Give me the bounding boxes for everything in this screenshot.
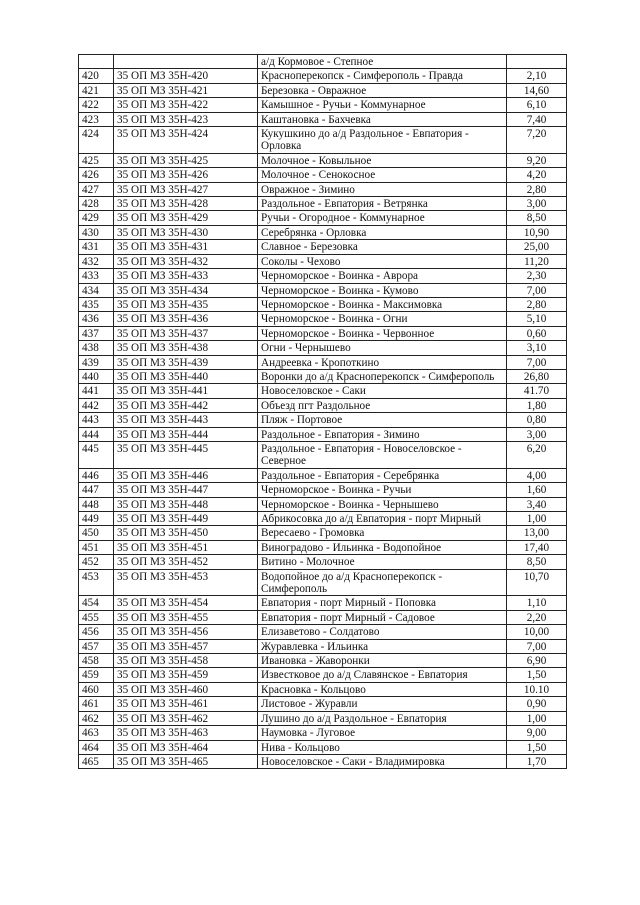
road-code: 35 ОП МЗ 35Н-433 (114, 269, 258, 283)
road-code: 35 ОП МЗ 35Н-451 (114, 540, 258, 554)
row-number (79, 55, 114, 69)
table-row (79, 468, 567, 482)
road-name: Черноморское - Воинка - Максимовка (258, 297, 507, 311)
road-code: 35 ОП МЗ 35Н-432 (114, 254, 258, 268)
road-code: 35 ОП МЗ 35Н-424 (114, 127, 258, 154)
row-number: 436 (79, 312, 114, 326)
road-code: 35 ОП МЗ 35Н-454 (114, 596, 258, 610)
road-name: Красновка - Кольцово (258, 682, 507, 696)
road-length (507, 55, 567, 69)
table-row (79, 355, 567, 369)
road-code: 35 ОП МЗ 35Н-440 (114, 369, 258, 383)
road-length: 3,40 (507, 497, 567, 511)
road-name: а/д Кормовое - Степное (258, 55, 507, 69)
row-number: 442 (79, 398, 114, 412)
road-name: Евпатория - порт Мирный - Поповка (258, 596, 507, 610)
road-name: Ивановка - Жаворонки (258, 654, 507, 668)
row-number: 434 (79, 283, 114, 297)
road-length: 1,50 (507, 668, 567, 682)
road-code: 35 ОП МЗ 35Н-421 (114, 83, 258, 97)
row-number: 456 (79, 625, 114, 639)
road-name: Водопойное до а/д Красноперекопск - Симферополь (258, 569, 507, 596)
road-code: 35 ОП МЗ 35Н-438 (114, 341, 258, 355)
table-row (79, 413, 567, 427)
road-name: Объезд пгт Раздольное (258, 398, 507, 412)
road-code: 35 ОП МЗ 35Н-457 (114, 639, 258, 653)
road-code: 35 ОП МЗ 35Н-455 (114, 610, 258, 624)
table-row (79, 697, 567, 711)
road-name: Воронки до а/д Красноперекопск - Симферополь (258, 369, 507, 383)
row-number: 422 (79, 98, 114, 112)
road-code: 35 ОП МЗ 35Н-452 (114, 555, 258, 569)
table-row (79, 240, 567, 254)
road-name: Каштановка - Бахчевка (258, 112, 507, 126)
table-row (79, 654, 567, 668)
table-row (79, 569, 567, 596)
row-number: 464 (79, 740, 114, 754)
road-name: Камышное - Ручьи - Коммунарное (258, 98, 507, 112)
row-number: 432 (79, 254, 114, 268)
table-row (79, 398, 567, 412)
road-length: 7,40 (507, 112, 567, 126)
road-length: 8,50 (507, 555, 567, 569)
road-code: 35 ОП МЗ 35Н-462 (114, 711, 258, 725)
road-length: 0,60 (507, 326, 567, 340)
road-length: 9,20 (507, 153, 567, 167)
road-code: 35 ОП МЗ 35Н-456 (114, 625, 258, 639)
table-row (79, 225, 567, 239)
road-name: Витино - Молочное (258, 555, 507, 569)
row-number: 461 (79, 697, 114, 711)
table-row (79, 682, 567, 696)
road-code: 35 ОП МЗ 35Н-435 (114, 297, 258, 311)
row-number: 443 (79, 413, 114, 427)
road-name: Лушино до а/д Раздольное - Евпатория (258, 711, 507, 725)
table-row (79, 596, 567, 610)
road-length: 10,00 (507, 625, 567, 639)
road-registry-table (78, 54, 567, 769)
road-length: 7,20 (507, 127, 567, 154)
road-code: 35 ОП МЗ 35Н-434 (114, 283, 258, 297)
road-length: 1,50 (507, 740, 567, 754)
row-number: 441 (79, 384, 114, 398)
row-number: 458 (79, 654, 114, 668)
road-name: Евпатория - порт Мирный - Садовое (258, 610, 507, 624)
table-row (79, 312, 567, 326)
road-code: 35 ОП МЗ 35Н-423 (114, 112, 258, 126)
table-row (79, 740, 567, 754)
row-number: 423 (79, 112, 114, 126)
road-code: 35 ОП МЗ 35Н-446 (114, 468, 258, 482)
row-number: 425 (79, 153, 114, 167)
road-name: Андреевка - Кропоткино (258, 355, 507, 369)
row-number: 429 (79, 211, 114, 225)
road-name: Новоселовское - Саки (258, 384, 507, 398)
road-name: Серебрянка - Орловка (258, 225, 507, 239)
road-length: 26,80 (507, 369, 567, 383)
road-length: 2,30 (507, 269, 567, 283)
road-length: 2,80 (507, 182, 567, 196)
road-length: 25,00 (507, 240, 567, 254)
road-length: 10.10 (507, 682, 567, 696)
road-length: 0,80 (507, 413, 567, 427)
table-body (79, 55, 567, 769)
table-row (79, 98, 567, 112)
road-name: Черноморское - Воинка - Чернышево (258, 497, 507, 511)
road-name: Раздольное - Евпатория - Серебрянка (258, 468, 507, 482)
road-length: 10,90 (507, 225, 567, 239)
row-number: 454 (79, 596, 114, 610)
road-length: 3,10 (507, 341, 567, 355)
road-code: 35 ОП МЗ 35Н-465 (114, 754, 258, 768)
table-row (79, 269, 567, 283)
table-row (79, 112, 567, 126)
road-length: 3,00 (507, 197, 567, 211)
road-name: Овражное - Зимино (258, 182, 507, 196)
table-row (79, 83, 567, 97)
row-number: 453 (79, 569, 114, 596)
road-name: Кукушкино до а/д Раздольное - Евпатория - Орловка (258, 127, 507, 154)
table-row (79, 69, 567, 83)
row-number: 446 (79, 468, 114, 482)
road-length: 6,10 (507, 98, 567, 112)
road-name: Черноморское - Воинка - Огни (258, 312, 507, 326)
row-number: 424 (79, 127, 114, 154)
row-number: 426 (79, 168, 114, 182)
row-number: 440 (79, 369, 114, 383)
table-row (79, 512, 567, 526)
row-number: 430 (79, 225, 114, 239)
road-name: Новоселовское - Саки - Владимировка (258, 754, 507, 768)
table-row (79, 526, 567, 540)
row-number: 433 (79, 269, 114, 283)
road-code: 35 ОП МЗ 35Н-459 (114, 668, 258, 682)
table-row (79, 711, 567, 725)
road-code: 35 ОП МЗ 35Н-420 (114, 69, 258, 83)
row-number: 450 (79, 526, 114, 540)
road-length: 9,00 (507, 726, 567, 740)
road-name: Красноперекопск - Симферополь - Правда (258, 69, 507, 83)
road-name: Славное - Березовка (258, 240, 507, 254)
road-code: 35 ОП МЗ 35Н-426 (114, 168, 258, 182)
road-name: Пляж - Портовое (258, 413, 507, 427)
road-name: Молочное - Ковыльное (258, 153, 507, 167)
road-code: 35 ОП МЗ 35Н-443 (114, 413, 258, 427)
table-row (79, 625, 567, 639)
road-name: Наумовка - Луговое (258, 726, 507, 740)
road-length: 6,90 (507, 654, 567, 668)
table-row (79, 483, 567, 497)
row-number: 449 (79, 512, 114, 526)
row-number: 457 (79, 639, 114, 653)
row-number: 420 (79, 69, 114, 83)
row-number: 452 (79, 555, 114, 569)
road-code: 35 ОП МЗ 35Н-429 (114, 211, 258, 225)
road-length: 14,60 (507, 83, 567, 97)
row-number: 459 (79, 668, 114, 682)
road-name: Абрикосовка до а/д Евпатория - порт Мирный (258, 512, 507, 526)
table-row (79, 341, 567, 355)
table-row (79, 127, 567, 154)
road-length: 8,50 (507, 211, 567, 225)
road-name: Раздольное - Евпатория - Новоселовское - Северное (258, 441, 507, 468)
road-length: 4,00 (507, 468, 567, 482)
road-code: 35 ОП МЗ 35Н-450 (114, 526, 258, 540)
row-number: 460 (79, 682, 114, 696)
table-row (79, 254, 567, 268)
table-row (79, 726, 567, 740)
road-length: 2,20 (507, 610, 567, 624)
table-row (79, 283, 567, 297)
road-length: 2,10 (507, 69, 567, 83)
road-length: 1,70 (507, 754, 567, 768)
road-name: Огни - Чернышево (258, 341, 507, 355)
road-length: 7,00 (507, 283, 567, 297)
road-length: 11,20 (507, 254, 567, 268)
table-row (79, 668, 567, 682)
table-row (79, 297, 567, 311)
row-number: 447 (79, 483, 114, 497)
table-row (79, 168, 567, 182)
road-length: 2,80 (507, 297, 567, 311)
road-length: 7,00 (507, 355, 567, 369)
row-number: 421 (79, 83, 114, 97)
road-code: 35 ОП МЗ 35Н-463 (114, 726, 258, 740)
road-code: 35 ОП МЗ 35Н-436 (114, 312, 258, 326)
road-name: Листовое - Журавли (258, 697, 507, 711)
road-length: 1,60 (507, 483, 567, 497)
row-number: 428 (79, 197, 114, 211)
road-name: Нива - Кольцово (258, 740, 507, 754)
road-name: Вересаево - Громовка (258, 526, 507, 540)
road-length: 6,20 (507, 441, 567, 468)
table-row (79, 326, 567, 340)
road-length: 41.70 (507, 384, 567, 398)
road-name: Черноморское - Воинка - Кумово (258, 283, 507, 297)
road-code: 35 ОП МЗ 35Н-458 (114, 654, 258, 668)
road-code: 35 ОП МЗ 35Н-428 (114, 197, 258, 211)
table-row (79, 384, 567, 398)
road-name: Елизаветово - Солдатово (258, 625, 507, 639)
table-row (79, 427, 567, 441)
road-code: 35 ОП МЗ 35Н-442 (114, 398, 258, 412)
road-name: Журавлевка - Ильинка (258, 639, 507, 653)
road-code: 35 ОП МЗ 35Н-427 (114, 182, 258, 196)
road-name: Известковое до а/д Славянское - Евпатория (258, 668, 507, 682)
row-number: 438 (79, 341, 114, 355)
road-length: 7,00 (507, 639, 567, 653)
table-row (79, 497, 567, 511)
table-row (79, 197, 567, 211)
road-length: 1,10 (507, 596, 567, 610)
road-name: Молочное - Сенокосное (258, 168, 507, 182)
row-number: 444 (79, 427, 114, 441)
row-number: 463 (79, 726, 114, 740)
row-number: 435 (79, 297, 114, 311)
road-code (114, 55, 258, 69)
road-code: 35 ОП МЗ 35Н-461 (114, 697, 258, 711)
road-name: Черноморское - Воинка - Аврора (258, 269, 507, 283)
row-number: 448 (79, 497, 114, 511)
road-length: 1,00 (507, 711, 567, 725)
road-code: 35 ОП МЗ 35Н-448 (114, 497, 258, 511)
road-length: 1,80 (507, 398, 567, 412)
road-name: Раздольное - Евпатория - Зимино (258, 427, 507, 441)
road-code: 35 ОП МЗ 35Н-449 (114, 512, 258, 526)
row-number: 437 (79, 326, 114, 340)
road-length: 13,00 (507, 526, 567, 540)
road-code: 35 ОП МЗ 35Н-431 (114, 240, 258, 254)
table-row (79, 639, 567, 653)
road-code: 35 ОП МЗ 35Н-464 (114, 740, 258, 754)
table-row (79, 369, 567, 383)
road-name: Черноморское - Воинка - Ручьи (258, 483, 507, 497)
row-number: 465 (79, 754, 114, 768)
road-length: 17,40 (507, 540, 567, 554)
road-length: 4,20 (507, 168, 567, 182)
road-code: 35 ОП МЗ 35Н-422 (114, 98, 258, 112)
road-length: 5,10 (507, 312, 567, 326)
row-number: 462 (79, 711, 114, 725)
road-code: 35 ОП МЗ 35Н-437 (114, 326, 258, 340)
road-name: Березовка - Овражное (258, 83, 507, 97)
row-number: 439 (79, 355, 114, 369)
row-number: 451 (79, 540, 114, 554)
table-row (79, 441, 567, 468)
road-name: Соколы - Чехово (258, 254, 507, 268)
road-name: Ручьи - Огородное - Коммунарное (258, 211, 507, 225)
road-length: 3,00 (507, 427, 567, 441)
road-code: 35 ОП МЗ 35Н-441 (114, 384, 258, 398)
road-name: Виноградово - Ильинка - Водопойное (258, 540, 507, 554)
table-row (79, 540, 567, 554)
row-number: 455 (79, 610, 114, 624)
road-length: 1,00 (507, 512, 567, 526)
road-code: 35 ОП МЗ 35Н-460 (114, 682, 258, 696)
road-code: 35 ОП МЗ 35Н-447 (114, 483, 258, 497)
road-code: 35 ОП МЗ 35Н-453 (114, 569, 258, 596)
road-length: 10,70 (507, 569, 567, 596)
road-code: 35 ОП МЗ 35Н-444 (114, 427, 258, 441)
table-row (79, 211, 567, 225)
row-number: 445 (79, 441, 114, 468)
table-row (79, 153, 567, 167)
table-row (79, 610, 567, 624)
table-row (79, 182, 567, 196)
table-row (79, 754, 567, 768)
road-code: 35 ОП МЗ 35Н-439 (114, 355, 258, 369)
row-number: 431 (79, 240, 114, 254)
road-code: 35 ОП МЗ 35Н-445 (114, 441, 258, 468)
table-row (79, 555, 567, 569)
road-name: Черноморское - Воинка - Червонное (258, 326, 507, 340)
row-number: 427 (79, 182, 114, 196)
road-length: 0,90 (507, 697, 567, 711)
road-code: 35 ОП МЗ 35Н-425 (114, 153, 258, 167)
road-name: Раздольное - Евпатория - Ветрянка (258, 197, 507, 211)
road-code: 35 ОП МЗ 35Н-430 (114, 225, 258, 239)
table-row-continuation (79, 55, 567, 69)
